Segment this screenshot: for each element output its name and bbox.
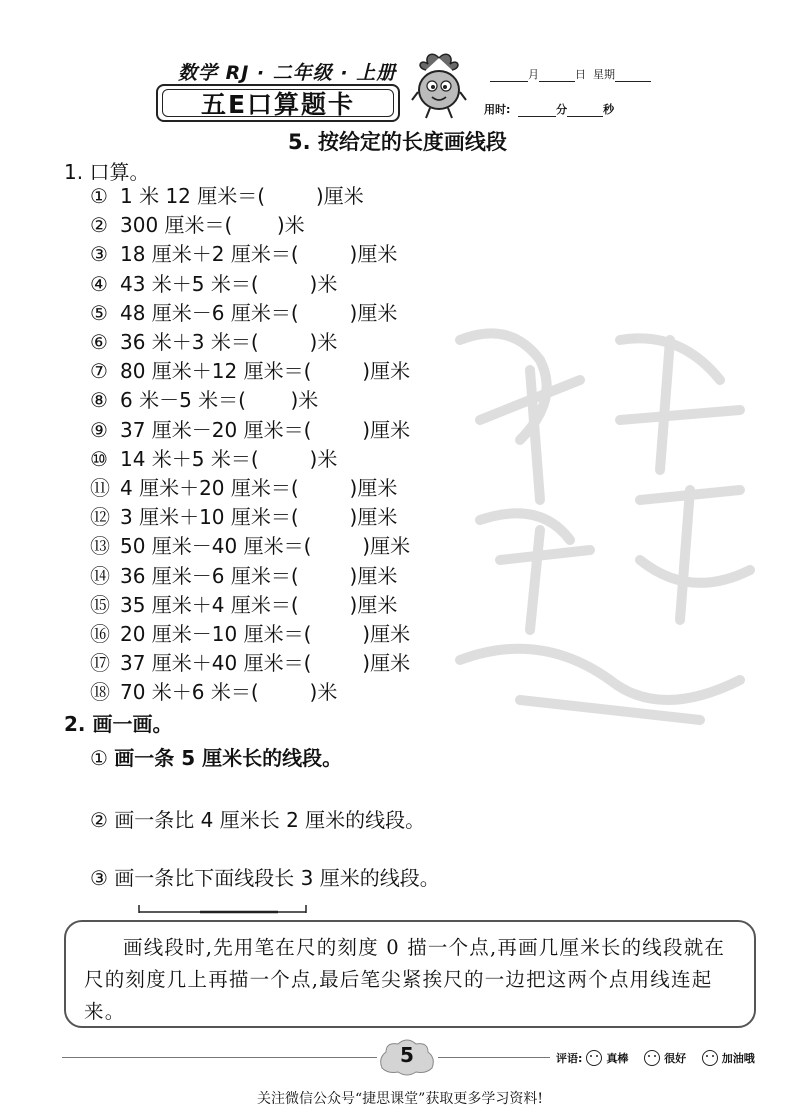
problem-text: 36 米＋3 米＝( )米 [120,330,338,354]
problem-text: 48 厘米－6 厘米＝( )厘米 [120,300,398,325]
problem-row [90,211,305,239]
footer-divider-left [62,1057,377,1058]
second-blank[interactable] [567,105,603,117]
problem-row [90,416,410,444]
problem-row [90,357,410,385]
problem-number: ⑩ [90,446,108,471]
subject-label: 数学 RJ · 二年级 · 上册 [178,62,397,84]
problem-number: ⑬ [90,534,110,559]
problem-number: ③ [90,242,108,267]
good-face-icon[interactable] [644,1050,660,1066]
problem-text: 37 厘米－20 厘米＝( )厘米 [120,417,411,442]
problem-number: ① [90,184,108,208]
problem-row [90,270,337,298]
problem-number: ⑯ [90,622,110,646]
problem-row [90,503,397,531]
problem-number: ⑥ [90,330,108,354]
problem-row [90,678,337,706]
problem-text: 36 厘米－6 厘米＝( )厘米 [120,563,398,588]
problem-text: 80 厘米＋12 厘米＝( )厘米 [120,359,411,384]
minute-label: 分 [556,103,568,116]
problem-number: ② [90,213,108,238]
problem-number: ⑧ [90,388,108,413]
draw-task-3 [90,862,440,891]
try-harder-face-icon[interactable] [702,1050,718,1066]
problem-text: 50 厘米－40 厘米＝( )厘米 [120,534,411,559]
minute-blank[interactable] [518,105,556,117]
problem-text: 35 厘米＋4 厘米＝( )厘米 [120,592,398,617]
problem-row [90,562,397,590]
tip-text: 画线段时,先用笔在尺的刻度 0 描一个点,再画几厘米长的线段就在尺的刻度几上再描一个点,最后笔尖紧挨尺的一边把这两个点用线连起来。 [84,936,726,1023]
great-face-icon[interactable] [586,1050,602,1066]
problem-row [90,474,397,502]
problem-row [90,620,410,648]
book-title-box [156,84,400,122]
draw-task-1 [90,742,342,771]
problem-number: ④ [90,271,108,296]
task-text: 画一条比下面线段长 3 厘米的线段。 [114,866,440,890]
task-text: 画一条比 4 厘米长 2 厘米的线段。 [114,808,426,832]
problem-text: 43 米＋5 米＝( )米 [120,271,338,296]
problem-text: 3 厘米＋10 厘米＝( )厘米 [120,505,398,530]
problem-text: 20 厘米－10 厘米＝( )厘米 [120,622,411,646]
section-1-title: 1. 口算。 [64,160,150,184]
time-line [484,101,614,117]
problem-text: 300 厘米＝( )米 [120,213,305,238]
problem-row [90,386,318,414]
footer-divider-right [438,1057,550,1058]
problem-number: ⑰ [90,651,110,676]
problem-text: 14 米＋5 米＝( )米 [120,446,338,471]
problem-row [90,182,364,210]
day-blank[interactable] [539,70,575,82]
draw-task-2 [90,804,425,833]
date-line [490,66,651,82]
problem-row [90,591,397,619]
problem-row [90,328,337,356]
problem-text: 6 米－5 米＝( )米 [120,388,319,413]
tip-box [64,920,756,1028]
problem-row [90,299,397,327]
problem-text: 18 厘米＋2 厘米＝( )厘米 [120,242,398,267]
problem-row [90,445,337,473]
weekday-blank[interactable] [615,70,651,82]
radish-mascot-icon [408,50,470,120]
watermark-seal [420,300,780,760]
rating-try-harder: 加油哦 [721,1052,755,1065]
problem-number: ⑮ [90,592,110,617]
page-number: 5 [400,1043,414,1067]
month-label: 月 [528,68,539,81]
book-title: 五E口算题卡 [200,90,356,119]
task-number: ③ [90,866,108,890]
rating-good: 很好 [664,1052,687,1065]
problem-text: 1 米 12 厘米＝( )厘米 [120,184,364,208]
time-label: 用时: [484,103,511,116]
problem-text: 70 米＋6 米＝( )米 [120,680,338,705]
second-label: 秒 [603,103,615,116]
problem-number: ⑪ [90,476,110,500]
problem-row [90,240,397,268]
problem-number: ⑦ [90,359,108,384]
rating-great: 真棒 [606,1052,629,1065]
task-number: ② [90,808,108,832]
problem-number: ⑱ [90,680,110,705]
section-2-title: 2. 画一画。 [64,712,173,736]
lesson-title: 5. 按给定的长度画线段 [288,130,507,154]
rating-bar [556,1050,755,1066]
task-number: ① [90,746,108,770]
problem-text: 37 厘米＋40 厘米＝( )厘米 [120,651,411,676]
problem-text: 4 厘米＋20 厘米＝( )厘米 [120,476,398,500]
problem-number: ⑭ [90,563,110,588]
reference-line-segment [138,903,308,915]
problem-row [90,532,410,560]
footer-note: 关注微信公众号“捷思课堂”获取更多学习资料! [257,1091,543,1107]
problem-row [90,649,410,677]
problem-number: ⑨ [90,417,108,442]
month-blank[interactable] [490,70,528,82]
problem-number: ⑫ [90,505,110,530]
rating-label: 评语: [556,1052,583,1065]
weekday-label: 星期 [593,68,615,81]
problem-number: ⑤ [90,300,108,325]
day-label: 日 [575,68,586,81]
task-text: 画一条 5 厘米长的线段。 [114,746,343,770]
